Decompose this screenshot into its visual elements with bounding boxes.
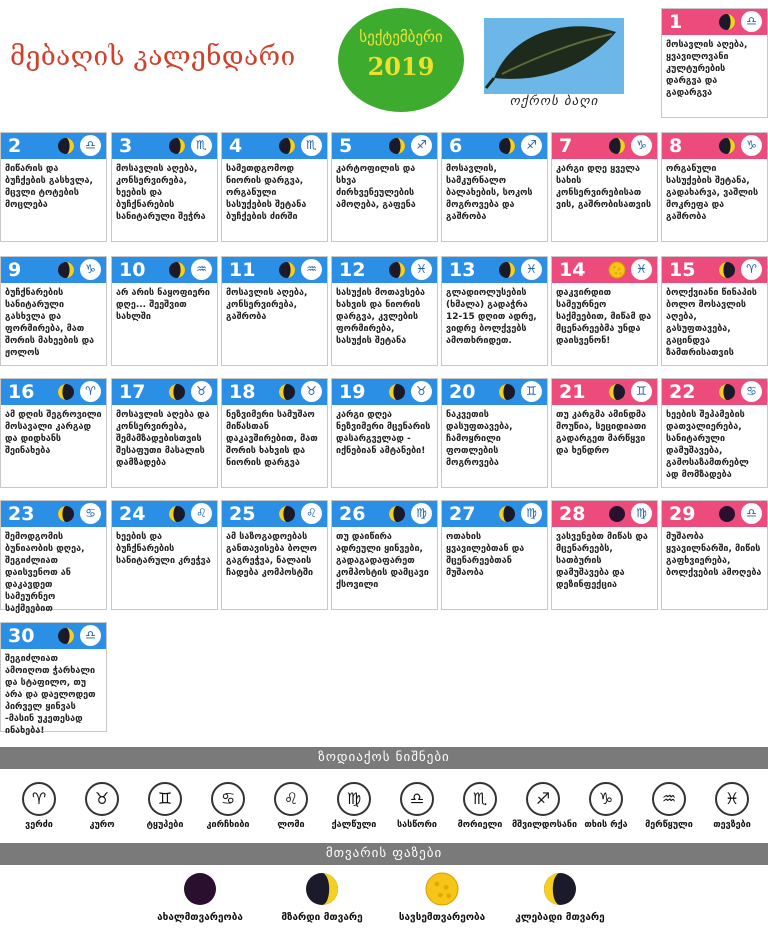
day-number: 14 — [559, 259, 586, 281]
day-cell-1 — [661, 8, 768, 118]
zodiac-name: მერწყული — [645, 820, 693, 830]
day-header — [662, 501, 767, 527]
zodiac-legend-item — [575, 782, 637, 831]
day-number: 5 — [339, 135, 353, 157]
day-note: მოსავლის აღება, კონსერვირება, გაშრობა — [226, 288, 308, 322]
zodiac-name: კურო — [89, 820, 115, 830]
day-header — [552, 133, 657, 159]
logo-text: ოქროს ბაღი — [509, 94, 599, 109]
zodiac-legend-item — [449, 782, 511, 831]
day-cell-11 — [221, 256, 328, 366]
day-header — [1, 133, 106, 159]
moon-phase-icon — [608, 261, 626, 279]
day-number: 28 — [559, 503, 586, 525]
zodiac-sign-icon: ♍ — [411, 503, 432, 524]
day-header — [112, 379, 217, 405]
day-number: 27 — [449, 503, 476, 525]
day-note: სამეთდგომოდ ნიორის დარგვა, ორგანული სასუქების შეტანა ბუჩქების ძირში — [226, 164, 307, 222]
phase-name: სავსემთვარეობა — [398, 912, 486, 923]
day-note: ოთახის ყვავილებთან და მცენარეებთან მუშაობა — [446, 532, 525, 578]
moon-phase-icon — [57, 383, 75, 401]
moon-phase-icon — [278, 383, 296, 401]
zodiac-symbol-icon: ♑ — [589, 782, 623, 816]
day-header — [222, 379, 327, 405]
day-cell-10 — [111, 256, 218, 366]
day-header — [1, 501, 106, 527]
zodiac-sign-icon: ♓ — [631, 259, 652, 280]
zodiac-symbol-icon: ♊ — [148, 782, 182, 816]
zodiac-sign-icon: ♐ — [411, 135, 432, 156]
zodiac-legend-item — [323, 782, 385, 831]
day-header — [662, 9, 767, 35]
zodiac-name: ლომი — [277, 820, 305, 830]
zodiac-sign-icon: ♍ — [521, 503, 542, 524]
moon-phase-icon — [168, 261, 186, 279]
day-number: 21 — [559, 381, 586, 403]
day-number: 1 — [669, 11, 683, 33]
day-header — [662, 257, 767, 283]
day-note: ამ დღის შეგროვილი მოსავალი კარგად და დიდხანს შეინახება — [5, 410, 102, 456]
day-note: კარგი დღე ყველა სახის კონსერვირებისათ ვის, გაშრობისათვის — [556, 164, 652, 210]
day-header — [112, 501, 217, 527]
moon-phase-icon — [168, 505, 186, 523]
day-number: 7 — [559, 135, 573, 157]
new-moon-icon — [183, 872, 217, 906]
moon-phase-icon — [608, 137, 626, 155]
phase-name: ახალმთვარეობა — [157, 912, 243, 923]
zodiac-symbol-icon: ♐ — [526, 782, 560, 816]
zodiac-sign-icon: ♊ — [631, 381, 652, 402]
day-number: 12 — [339, 259, 366, 281]
day-cell-20 — [441, 378, 548, 488]
zodiac-name: მორიელი — [457, 820, 503, 830]
moon-phase-icon — [718, 505, 736, 523]
zodiac-legend-item — [386, 782, 448, 831]
day-cell-5 — [331, 132, 438, 242]
day-header — [112, 133, 217, 159]
zodiac-name: თევზები — [713, 820, 751, 830]
moon-phase-icon — [718, 13, 736, 31]
day-cell-3 — [111, 132, 218, 242]
moon-phase-icon — [718, 383, 736, 401]
moon-phase-icon — [388, 505, 406, 523]
day-cell-15 — [661, 256, 768, 366]
day-cell-8 — [661, 132, 768, 242]
moon-phase-icon — [498, 383, 516, 401]
zodiac-symbol-icon: ♒ — [652, 782, 686, 816]
phase-legend-item — [382, 872, 502, 923]
day-number: 8 — [669, 135, 683, 157]
day-number: 25 — [229, 503, 256, 525]
day-cell-29 — [661, 500, 768, 610]
zodiac-sign-icon: ♌ — [191, 503, 212, 524]
logo — [484, 18, 624, 118]
zodiac-legend-item — [134, 782, 196, 831]
phase-legend-item — [140, 872, 260, 923]
zodiac-legend-item — [71, 782, 133, 831]
day-cell-19 — [331, 378, 438, 488]
zodiac-name: ვერძი — [25, 820, 53, 830]
moon-phase-icon — [388, 137, 406, 155]
zodiac-name: სასწორი — [396, 820, 437, 830]
day-note: მოსავლის აღება, ყვავილოვანი კულტურების დარგვა და გადარგვა — [666, 40, 748, 98]
day-number: 9 — [8, 259, 22, 281]
zodiac-sign-icon: ♉ — [411, 381, 432, 402]
day-cell-14 — [551, 256, 658, 366]
zodiac-section-title: ზოდიაქოს ნიშნები — [0, 747, 768, 769]
zodiac-sign-icon: ♓ — [521, 259, 542, 280]
day-note: თუ კარგმა ამინდმა მოუწია, სეციდიათი გადარგეთ მარწყვი და ხენდრო — [556, 410, 647, 456]
waxing-moon-icon — [305, 872, 339, 906]
day-cell-23 — [0, 500, 107, 614]
moon-phase-icon — [498, 261, 516, 279]
day-cell-28 — [551, 500, 658, 610]
day-cell-26 — [331, 500, 438, 610]
zodiac-legend-item — [260, 782, 322, 831]
day-cell-25 — [221, 500, 328, 610]
zodiac-symbol-icon: ♓ — [715, 782, 749, 816]
day-note: მიწარის და ბუჩქების გასხვლა, მცვლი ტოტების მოცლება — [5, 164, 93, 210]
day-note: ვასვენებთ მიწას და მცენარეებს, სათბურის დამუშავება და დეზინფექცია — [556, 532, 648, 590]
zodiac-name: მშვილდოსანი — [512, 820, 578, 830]
day-cell-13 — [441, 256, 548, 366]
moon-phase-icon — [168, 383, 186, 401]
zodiac-sign-icon: ♈ — [80, 381, 101, 402]
day-cell-6 — [441, 132, 548, 242]
zodiac-sign-icon: ♉ — [301, 381, 322, 402]
day-number: 11 — [229, 259, 256, 281]
zodiac-sign-icon: ♋ — [80, 503, 101, 524]
zodiac-legend-item — [701, 782, 763, 831]
day-number: 13 — [449, 259, 476, 281]
day-header — [1, 379, 106, 405]
day-header — [112, 257, 217, 283]
zodiac-sign-icon: ♒ — [191, 259, 212, 280]
day-number: 3 — [119, 135, 133, 157]
day-header — [1, 623, 106, 649]
zodiac-symbol-icon: ♈ — [22, 782, 56, 816]
day-note: სასუქის მოთავსება ხახვის და ნიორის დარგვა, კვლების ფორმირება, სასუქის შეტანა — [336, 288, 426, 346]
day-header — [442, 379, 547, 405]
day-note: თუ დაიწირა ადრეული ყინვები, გადაგადაფარეთ კომპოსტის დამცავი ქსოვილი — [336, 532, 429, 590]
day-note: არ არის ნაყოფიერი დღე... შეეშვით სახლში — [116, 288, 210, 322]
day-cell-24 — [111, 500, 218, 610]
moon-phase-icon — [718, 137, 736, 155]
moon-phase-icon — [57, 505, 75, 523]
moon-phase-icon — [57, 627, 75, 645]
zodiac-sign-icon: ♌ — [301, 503, 322, 524]
day-number: 24 — [119, 503, 146, 525]
moon-phase-icon — [57, 261, 75, 279]
zodiac-symbol-icon: ♉ — [85, 782, 119, 816]
moon-phase-icon — [498, 505, 516, 523]
zodiac-sign-icon: ♒ — [301, 259, 322, 280]
zodiac-sign-icon: ♑ — [80, 259, 101, 280]
day-note: ბუჩქნარების სანიტარული გასხვლა და ფორმირება, მათ შორის მახეების და ჟოლოს — [5, 288, 95, 358]
day-number: 18 — [229, 381, 256, 403]
day-header — [1, 257, 106, 283]
zodiac-sign-icon: ♏ — [301, 135, 322, 156]
zodiac-legend-item — [197, 782, 259, 831]
day-number: 16 — [8, 381, 35, 403]
day-header — [332, 501, 437, 527]
day-cell-2 — [0, 132, 107, 242]
zodiac-symbol-icon: ♋ — [211, 782, 245, 816]
day-header — [332, 257, 437, 283]
day-note: ნაკვეთის დასუფთავება, ჩამოყრილი ფოთლების მოგროვება — [446, 410, 513, 468]
leaf-icon — [484, 18, 624, 94]
day-header — [442, 257, 547, 283]
day-header — [332, 133, 437, 159]
zodiac-sign-icon: ♊ — [521, 381, 542, 402]
day-note: მუშაობა ყვავილნარში, მიწის გაფხვიერება, ბოლქვების ამოღება — [666, 532, 762, 578]
zodiac-symbol-icon: ♍ — [337, 782, 371, 816]
moon-phase-icon — [278, 505, 296, 523]
day-number: 22 — [669, 381, 696, 403]
day-cell-27 — [441, 500, 548, 610]
day-number: 4 — [229, 135, 243, 157]
day-number: 2 — [8, 135, 22, 157]
day-header — [222, 257, 327, 283]
full-moon-icon — [425, 872, 459, 906]
zodiac-name: კირჩხიბი — [206, 820, 250, 830]
phase-section-title: მთვარის ფაზები — [0, 843, 768, 865]
day-header — [222, 133, 327, 159]
day-note: ხეების შეპამების დათვალიერება, სანიტარული დამუშავება, გამოსაზამთრებლ ად მომზადება — [666, 410, 749, 480]
moon-phase-icon — [388, 261, 406, 279]
waning-moon-icon — [543, 872, 577, 906]
zodiac-sign-icon: ♋ — [741, 381, 762, 402]
day-number: 6 — [449, 135, 463, 157]
zodiac-symbol-icon: ♎ — [400, 782, 434, 816]
moon-phase-icon — [57, 137, 75, 155]
day-header — [662, 133, 767, 159]
zodiac-sign-icon: ♎ — [741, 11, 762, 32]
day-note: მოსავლის, სამკურნალო ბალახების, სოკოს მოგროვება და გაშრობა — [446, 164, 533, 222]
phase-name: მზარდი მთვარე — [281, 912, 363, 923]
day-note: ხეების და ბუჩქნარების სანიტარული კრეჭვა — [116, 532, 211, 566]
day-cell-21 — [551, 378, 658, 488]
day-header — [442, 501, 547, 527]
day-header — [552, 501, 657, 527]
day-cell-16 — [0, 378, 107, 488]
day-number: 19 — [339, 381, 366, 403]
day-cell-9 — [0, 256, 107, 366]
moon-phase-icon — [278, 137, 296, 155]
day-header — [222, 501, 327, 527]
day-note: შეგიძლიათ ამოიღოთ ჭარხალი და სტაფილო, თუ არა და დაელოდეთ პირველ ყინვას -მასინ უკეთესად ინახება! — [5, 654, 96, 736]
zodiac-legend-item — [638, 782, 700, 831]
day-number: 10 — [119, 259, 146, 281]
day-cell-12 — [331, 256, 438, 366]
phase-name: კლებადი მთვარე — [515, 912, 605, 923]
zodiac-sign-icon: ♎ — [741, 503, 762, 524]
zodiac-name: ქალწული — [331, 820, 377, 830]
zodiac-sign-icon: ♎ — [80, 135, 101, 156]
zodiac-legend-item — [512, 782, 578, 831]
day-header — [552, 379, 657, 405]
day-number: 15 — [669, 259, 696, 281]
month-year: 2019 — [367, 52, 435, 81]
zodiac-sign-icon: ♉ — [191, 381, 212, 402]
day-cell-22 — [661, 378, 768, 488]
day-note: კარგი დღეა ნეზვიმერი მცენარის დასარგველად - იქნებიან ამტანები! — [336, 410, 431, 456]
moon-phase-icon — [498, 137, 516, 155]
zodiac-sign-icon: ♐ — [521, 135, 542, 156]
day-number: 26 — [339, 503, 366, 525]
day-header — [442, 133, 547, 159]
day-note: ორგანული სასუქების შეტანა, გადახარვა, ვაშლის მოკრეფა და გაშრობა — [666, 164, 759, 222]
zodiac-sign-icon: ♎ — [80, 625, 101, 646]
zodiac-sign-icon: ♈ — [741, 259, 762, 280]
day-note: გლადიოლუსების (ხმალა) გადაჭრა 12-15 დღით ადრე, ვიდრე ბოლქვებს ამოთხრიდეთ. — [446, 288, 537, 346]
day-note: დაკვირდით სამეურნეო საქმეებით, მიწამ და მცენარეებმა უნდა დაისვენონ! — [556, 288, 652, 346]
day-number: 20 — [449, 381, 476, 403]
moon-phase-icon — [388, 383, 406, 401]
day-number: 23 — [8, 503, 35, 525]
zodiac-legend-item — [8, 782, 70, 831]
month-name: სექტემბერი — [359, 28, 443, 46]
day-note: მოსავლის აღება, კონსერვირება, ხეების და ბუჩქნარების სანიტარული შეჭრა — [116, 164, 206, 222]
zodiac-sign-icon: ♏ — [191, 135, 212, 156]
moon-phase-icon — [278, 261, 296, 279]
day-number: 29 — [669, 503, 696, 525]
zodiac-symbol-icon: ♌ — [274, 782, 308, 816]
zodiac-name: თხის რქა — [584, 820, 628, 830]
day-cell-18 — [221, 378, 328, 488]
zodiac-sign-icon: ♑ — [631, 135, 652, 156]
zodiac-sign-icon: ♍ — [631, 503, 652, 524]
zodiac-sign-icon: ♓ — [411, 259, 432, 280]
day-cell-7 — [551, 132, 658, 242]
day-note: ამ საზოგადოებას განთავისება ბოლო გაგრეჭვა, ნალაის ჩადება კომპოსტში — [226, 532, 317, 578]
day-note: ნეზვიმერი სამუშაო მიწასთან დაკავშირებით, მათ შორის ხახვის და ნიორის დარგვა — [226, 410, 318, 468]
day-number: 17 — [119, 381, 146, 403]
day-cell-30 — [0, 622, 107, 736]
zodiac-name: ტყუპები — [146, 820, 184, 830]
phase-legend-item — [262, 872, 382, 923]
phase-legend-item — [500, 872, 620, 923]
zodiac-symbol-icon: ♏ — [463, 782, 497, 816]
moon-phase-icon — [718, 261, 736, 279]
day-cell-17 — [111, 378, 218, 488]
day-note: მოსავლის აღება და კონსერვირება, შემამზადებისთვის შესაფუთი მასალის დამზადება — [116, 410, 210, 468]
day-header — [552, 257, 657, 283]
day-number: 30 — [8, 625, 35, 647]
month-badge — [338, 8, 464, 112]
day-header — [662, 379, 767, 405]
moon-phase-icon — [608, 383, 626, 401]
day-note: ბოლქვიანი წინაპის ბოლო მოსავლის აღება, გასუფთავება, გაცინდვა ზამთრისათვის — [666, 288, 757, 358]
day-header — [332, 379, 437, 405]
zodiac-sign-icon: ♑ — [741, 135, 762, 156]
day-note: შემოდგომის ბუნიაობის დღეა, შეგიძლიათ დაისვენოთ ან დაკავდეთ სამეურნეო საქმეებით — [5, 532, 85, 614]
moon-phase-icon — [608, 505, 626, 523]
page-title: მებაღის კალენდარი — [10, 42, 296, 72]
day-note: კარტოფილის და სხვა ძირხვენეულების ამოღება, გაფენა — [336, 164, 416, 210]
day-cell-4 — [221, 132, 328, 242]
moon-phase-icon — [168, 137, 186, 155]
